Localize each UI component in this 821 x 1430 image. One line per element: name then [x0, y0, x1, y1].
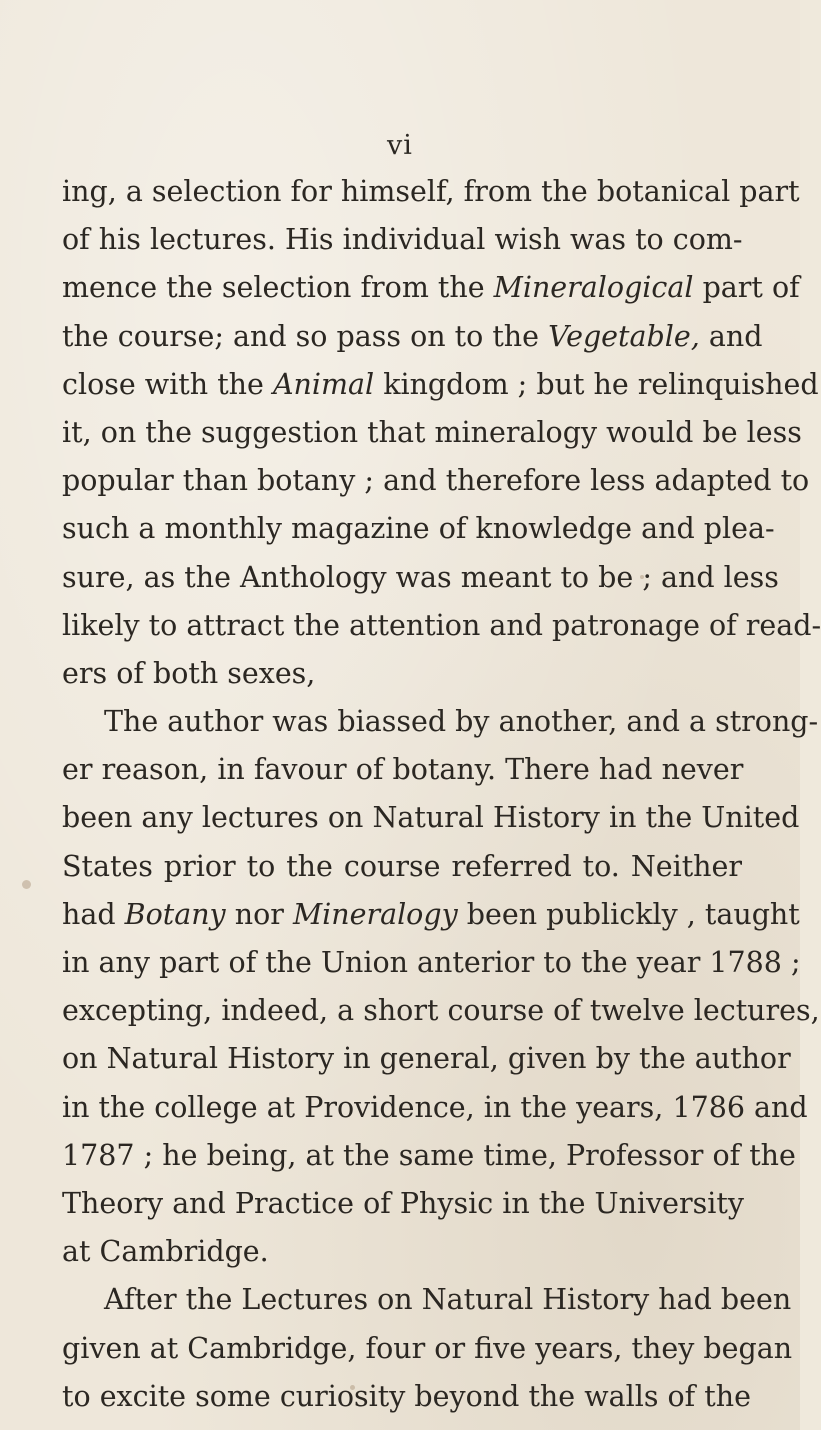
text-line: the course; and so pass on to the Vegetable, and [62, 319, 763, 353]
text-line: had Botany nor Mineralogy been publickly , taught [62, 897, 800, 931]
text-line: States prior to the course referred to. Neither [62, 849, 743, 883]
text-line: in any part of the Union anterior to the year 1788 ; [62, 946, 801, 979]
text-line: 1787 ; he being, at the same time, Professor of the [62, 1138, 796, 1172]
text-line: After the Lectures on Natural History had been [104, 1283, 792, 1317]
text-line: likely to attract the attention and patronage of read- [62, 608, 821, 642]
text-line: on Natural History in general, given by the author [62, 1042, 791, 1076]
text-line: The author was biassed by another, and a strong- [104, 705, 819, 739]
page-number: vi [387, 130, 413, 161]
text-line: of his lectures. His individual wish was to com- [62, 223, 743, 257]
text-line: to excite some curiosity beyond the walls of the [62, 1379, 751, 1413]
text-line: sure, as the Anthology was meant to be ; and less [62, 560, 779, 594]
text-line: given at Cambridge, four or five years, they began [62, 1331, 793, 1365]
text-line: close with the Animal kingdom ; but he relinquished [62, 367, 819, 401]
text-line: been any lectures on Natural History in the United [62, 801, 800, 835]
text-line: such a monthly magazine of knowledge and plea- [62, 512, 775, 546]
text-line: ers of both sexes, [62, 656, 316, 690]
text-line: excepting, indeed, a short course of twelve lectures, [62, 994, 820, 1028]
text-line: at Cambridge. [62, 1235, 269, 1269]
text-line: ing, a selection for himself, from the botanical part [62, 175, 800, 208]
text-line: in the college at Providence, in the years, 1786 and [62, 1090, 808, 1124]
body-text [62, 168, 821, 1421]
text-line: it, on the suggestion that mineralogy would be less [62, 415, 802, 449]
text-line: er reason, in favour of botany. There had never [62, 753, 744, 787]
text-line: Theory and Practice of Physic in the University [62, 1186, 744, 1220]
paper-speck [22, 880, 31, 889]
text-line: mence the selection from the Mineralogical part of [62, 271, 800, 305]
text-line: popular than botany ; and therefore less adapted to [62, 464, 810, 498]
